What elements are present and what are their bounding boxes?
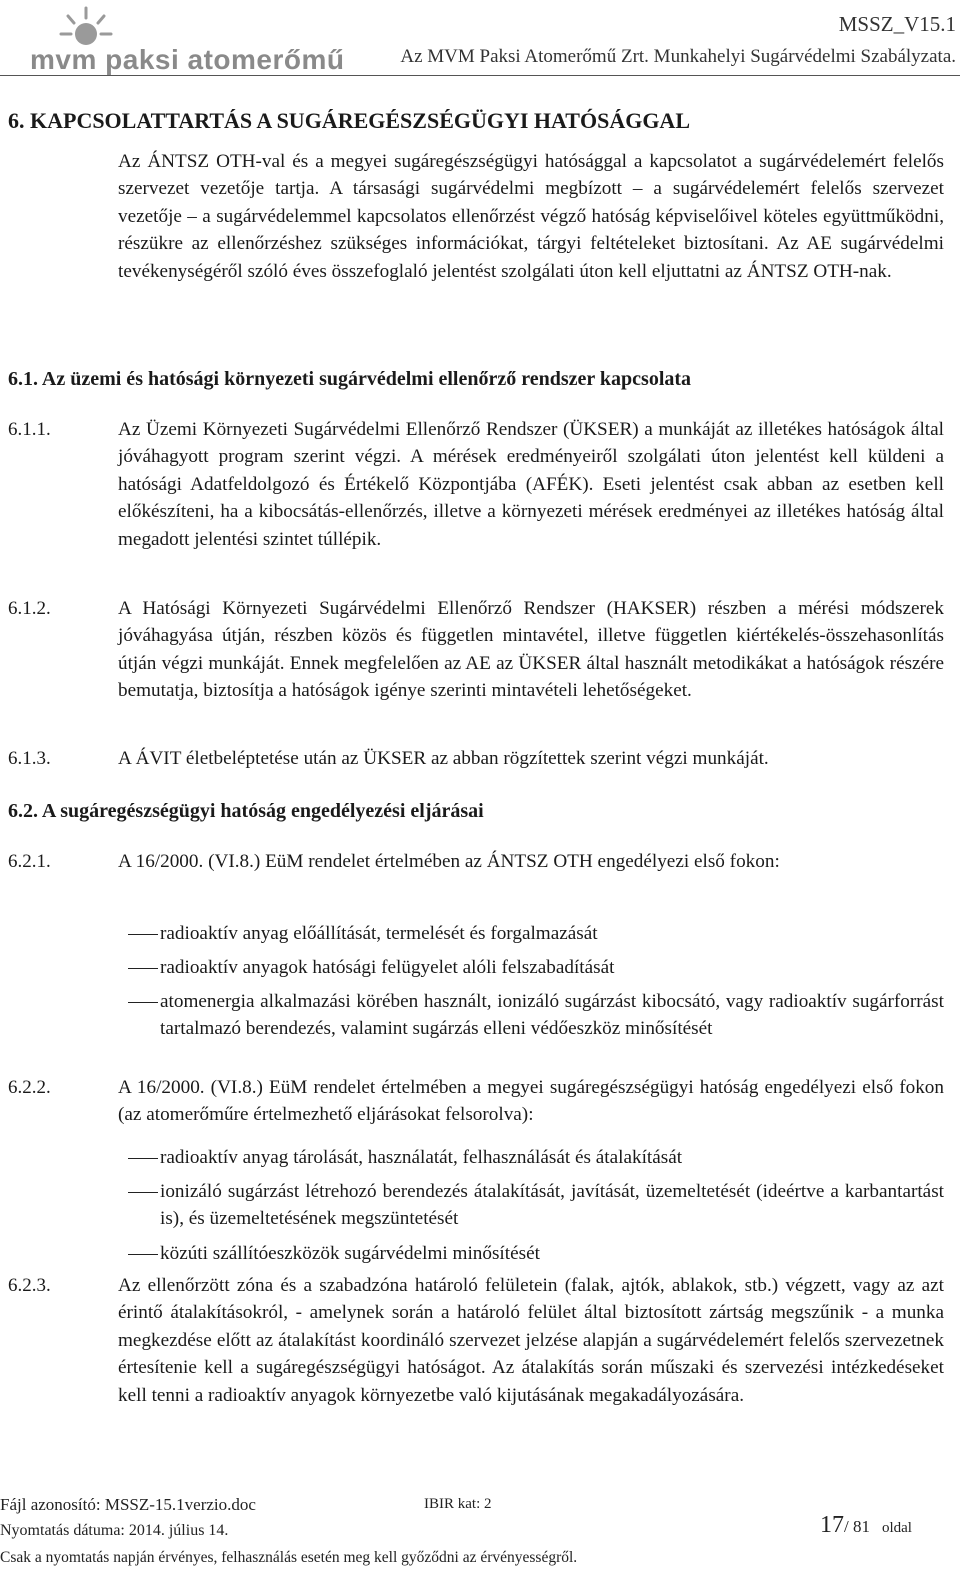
item-text: A 16/2000. (VI.8.) EüM rendelet értelmében az ÁNTSZ OTH engedélyezi első fokon: — [118, 851, 780, 872]
dash-bullet — [128, 934, 158, 935]
document-code: MSSZ_V15.1 — [838, 12, 956, 36]
header-divider — [0, 75, 960, 76]
logo-text: mvm paksi atomerőmű — [30, 44, 345, 75]
validity-note: Csak a nyomtatás napján érvényes, felhasználás esetén meg kell győződni az érvényességről. — [0, 1549, 578, 1566]
list-item: radioaktív anyag tárolását, használatát, felhasználását és átalakítását — [128, 1144, 944, 1171]
page-word: oldal — [881, 1520, 912, 1536]
item-number: 6.1.1. — [8, 419, 51, 440]
item-text: A ÁVIT életbeléptetése után az ÜKSER az abban rögzítettek szerint végzi munkáját. — [118, 748, 769, 769]
page-number — [820, 1512, 912, 1539]
total-pages: / 81 — [844, 1517, 870, 1536]
list-item: ionizáló sugárzást létrehozó berendezés átalakítását, javítását, üzemeltetését (ideértve a karbantartást is), és üzemeltetésének megszüntetését — [128, 1178, 944, 1233]
section-6-2-heading: 6.2. A sugáregészségügyi hatóság engedélyezési eljárásai — [8, 800, 484, 822]
print-date: Nyomtatás dátuma: 2014. július 14. — [0, 1522, 229, 1539]
dash-bullet — [128, 1002, 158, 1003]
item-number: 6.2.1. — [8, 851, 51, 872]
list-item: radioaktív anyag előállítását, termelését és forgalmazását — [128, 920, 944, 947]
item-text: Az ellenőrzött zóna és a szabadzóna határoló felületein (falak, ajtók, ablakok, stb.) végzett, vagy az azt érintő átalakításokról, - amelynek során a határoló felület által biztosított zártság megszűnik - a munka megkezdése előtt az átalakítást koordináló szervezet jelzése alapján a sugárvédelemért felelős szervezetnek értesítenie kell a sugáregészségügyi hatóságot. Az átalakítás során műszaki és szervezési intézkedéseket kell tenni a radioaktív anyagok környezetbe való kijutásának megakadályozására. — [118, 1275, 944, 1406]
company-logo — [30, 4, 345, 75]
dash-bullet — [128, 1192, 158, 1193]
list-item: atomenergia alkalmazási körében használt, ionizáló sugárzást kibocsátó, vagy radioaktív sugárforrást tartalmazó berendezés, valamint sugárzás elleni védőeszköz minősítését — [128, 988, 944, 1043]
item-text: Az Üzemi Környezeti Sugárvédelmi Ellenőrző Rendszer (ÜKSER) a munkáját az illetékes hatóságok által jóváhagyott program szerint végzi. A mérések eredményeiről szolgálati úton jelentést kell küldeni a hatósági Adatfeldolgozó és Értékelő Központjába (AFÉK). Eseti jelentést csak abban az esetben kell előkészíteni, ha a kibocsátás-ellenőrzés, illetve a környezeti mérések eredményei az illetékes hatóság által megadott jelentési szintet túllépik. — [118, 419, 944, 550]
item-number: 6.2.3. — [8, 1275, 51, 1296]
ibir-category: IBIR kat: 2 — [424, 1496, 492, 1512]
file-identifier: Fájl azonosító: MSSZ-15.1verzio.doc — [0, 1495, 256, 1514]
item-number: 6.2.2. — [8, 1077, 51, 1098]
item-text: A 16/2000. (VI.8.) EüM rendelet értelmében a megyei sugáregészségügyi hatóság engedélyezi első fokon (az atomerőműre értelmezhető eljárásokat felsorolva): — [118, 1077, 944, 1126]
section-6-heading: 6. KAPCSOLATTARTÁS A SUGÁREGÉSZSÉGÜGYI HATÓSÁGGAL — [8, 108, 690, 133]
section-6-1-heading: 6.1. Az üzemi és hatósági környezeti sugárvédelmi ellenőrző rendszer kapcsolata — [8, 368, 692, 390]
list-item: radioaktív anyagok hatósági felügyelet alóli felszabadítását — [128, 954, 944, 981]
item-number: 6.1.3. — [8, 748, 51, 769]
item-text: A Hatósági Környezeti Sugárvédelmi Ellenőrző Rendszer (HAKSER) részben a mérési módszerek jóváhagyása útján, részben közös és független mintavétel, illetve független kiértékelés-összehasonlítás útján végzi munkáját. Ennek megfelelően az AE az ÜKSER által használt metodikákat a hatóságok részére bemutatja, biztosítja a hatóságok igénye szerinti mintavételi lehetőségeket. — [118, 598, 944, 702]
dash-bullet — [128, 1158, 158, 1159]
current-page: 17 — [820, 1512, 844, 1538]
list-item: közúti szállítóeszközök sugárvédelmi minősítését — [128, 1240, 944, 1267]
dash-bullet — [128, 1254, 158, 1255]
dash-bullet — [128, 968, 158, 969]
item-number: 6.1.2. — [8, 598, 51, 619]
section-6-paragraph: Az ÁNTSZ OTH-val és a megyei sugáregészségügyi hatósággal a kapcsolatot a sugárvédelemért felelős szervezet vezetője tartja. A társasági sugárvédelmi megbízott – a sugárvédelemért felelős szervezet vezetője – a sugárvédelemmel kapcsolatos ellenőrzést végző hatóság képviselőivel köteles együttműködni, részükre az ellenőrzéshez szükséges információkat, tárgyi feltételeket biztosítani. Az AE sugárvédelmi tevékenységéről szóló éves összefoglaló jelentést szolgálati úton kell eljuttatni az ÁNTSZ OTH-nak. — [118, 151, 944, 282]
document-subtitle: Az MVM Paksi Atomerőmű Zrt. Munkahelyi Sugárvédelmi Szabályzata. — [400, 46, 956, 67]
